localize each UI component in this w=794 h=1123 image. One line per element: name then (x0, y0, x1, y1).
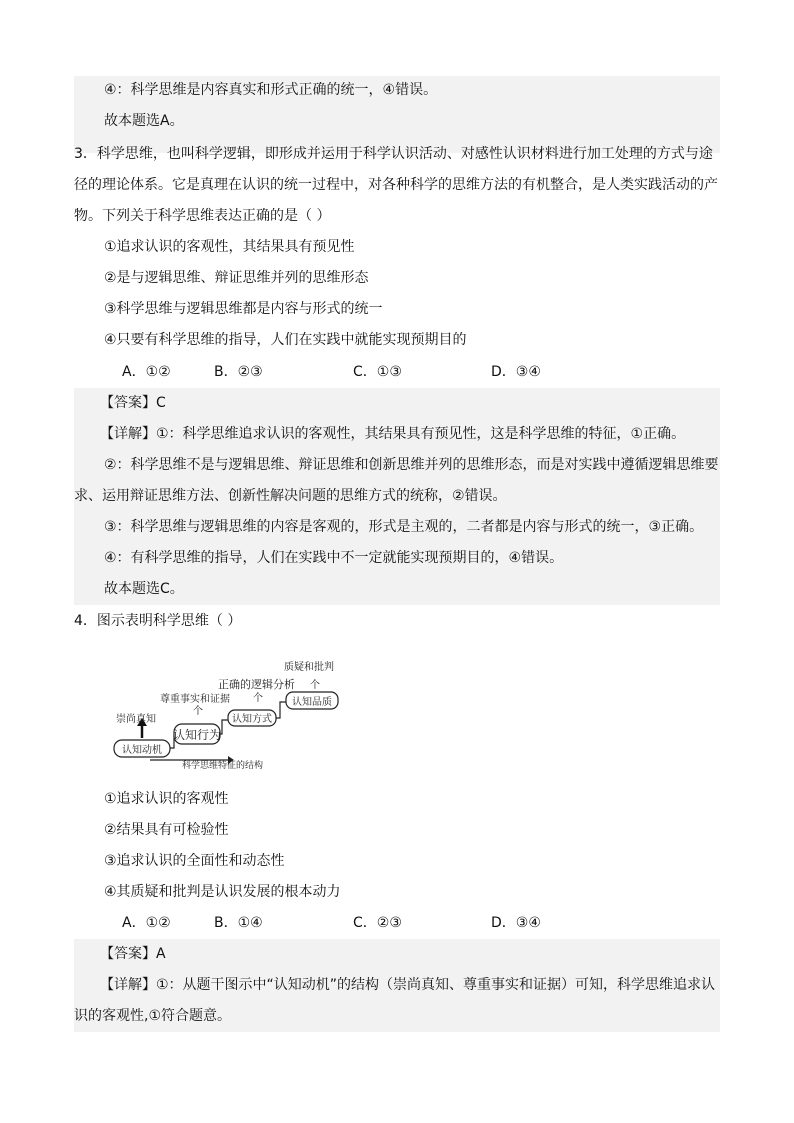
q4-item-1: ①追求认识的客观性 (104, 791, 229, 807)
q4-option-b: B．①④ (214, 915, 263, 931)
label-mark: 个 (253, 693, 263, 704)
q3-option-a: A．①② (122, 364, 171, 380)
q4-stem: 4．图示表明科学思维（ ） (74, 613, 242, 629)
q3-answer: 【答案】C (100, 395, 166, 411)
label-mark: 个 (310, 680, 320, 691)
q3-item-3: ③科学思维与逻辑思维都是内容与形式的统一 (104, 301, 383, 317)
q3-item-4: ④只要有科学思维的指导，人们在实践中就能实现预期目的 (104, 332, 467, 348)
q3-stem-line-1: 3．科学思维，也叫科学逻辑，即形成并运用于科学认识活动、对感性认识材料进行加工处理的方式与途 (74, 146, 713, 162)
q3-detail-line-2: ②：科学思维不是与逻辑思维、辩证思维和创新思维并列的思维形态，而是对实践中遵循逻辑思维要 (104, 457, 719, 473)
q3-detail-line-3: 求、运用辩证思维方法、创新性解决问题的思维方式的统称，②错误。 (74, 488, 507, 504)
q3-conclusion: 故本题选C。 (104, 581, 184, 597)
box-cognitive-method-label: 认知方式 (232, 714, 272, 725)
q4-item-4: ④其质疑和批判是认识发展的根本动力 (104, 884, 341, 900)
q4-item-3: ③追求认识的全面性和动态性 (104, 853, 285, 869)
label-logical-analysis: 正确的逻辑分析 (218, 678, 295, 691)
figure-caption: 科学思维特征的结构 (182, 761, 264, 771)
q4-option-c: C．②③ (353, 915, 402, 931)
q3-stem-line-3: 物。下列关于科学思维表达正确的是（ ） (74, 208, 331, 224)
q2-detail-line: ④：科学思维是内容真实和形式正确的统一，④错误。 (104, 82, 438, 98)
q3-option-d: D．③④ (491, 364, 541, 380)
box-cognitive-behavior-label: 认知行为 (172, 728, 222, 742)
q3-option-c: C．①③ (353, 364, 402, 380)
q3-item-2: ②是与逻辑思维、辩证思维并列的思维形态 (104, 270, 369, 286)
q3-item-1: ①追求认识的客观性，其结果具有预见性 (104, 239, 355, 255)
box-cognitive-motive-label: 认知动机 (122, 745, 162, 756)
q3-detail-line-5: ④：有科学思维的指导，人们在实践中不一定就能实现预期目的，④错误。 (104, 550, 564, 566)
q4-detail-line-2: 识的客观性,①符合题意。 (74, 1008, 232, 1024)
label-question-criticize: 质疑和批判 (284, 662, 334, 673)
q4-answer: 【答案】A (100, 946, 166, 962)
q4-detail-line-1: 【详解】①：从题干图示中“认知动机”的结构（崇尚真知、尊重事实和证据）可知，科学思维追求认 (100, 977, 716, 993)
q3-stem-line-2: 径的理论体系。它是真理在认识的统一过程中，对各种科学的思维方法的有机整合，是人类实践活动的产 (74, 177, 718, 193)
q4-item-2: ②结果具有可检验性 (104, 822, 229, 838)
q3-option-b: B．②③ (214, 364, 263, 380)
q2-conclusion: 故本题选A。 (104, 113, 184, 129)
label-mark: 个 (193, 706, 203, 717)
q3-detail-line-1: 【详解】①：科学思维追求认识的客观性，其结果具有预见性，这是科学思维的特征，①正确。 (100, 426, 686, 442)
q4-figure-diagram (110, 656, 350, 776)
q4-option-d: D．③④ (491, 915, 541, 931)
label-respect-facts: 尊重事实和证据 (160, 694, 230, 705)
label-seek-truth: 崇尚真知 (116, 714, 156, 725)
box-cognitive-quality-label: 认知品质 (292, 697, 332, 708)
q4-option-a: A．①② (122, 915, 171, 931)
q3-detail-line-4: ③：科学思维与逻辑思维的内容是客观的，形式是主观的，二者都是内容与形式的统一，③正确。 (104, 519, 704, 535)
